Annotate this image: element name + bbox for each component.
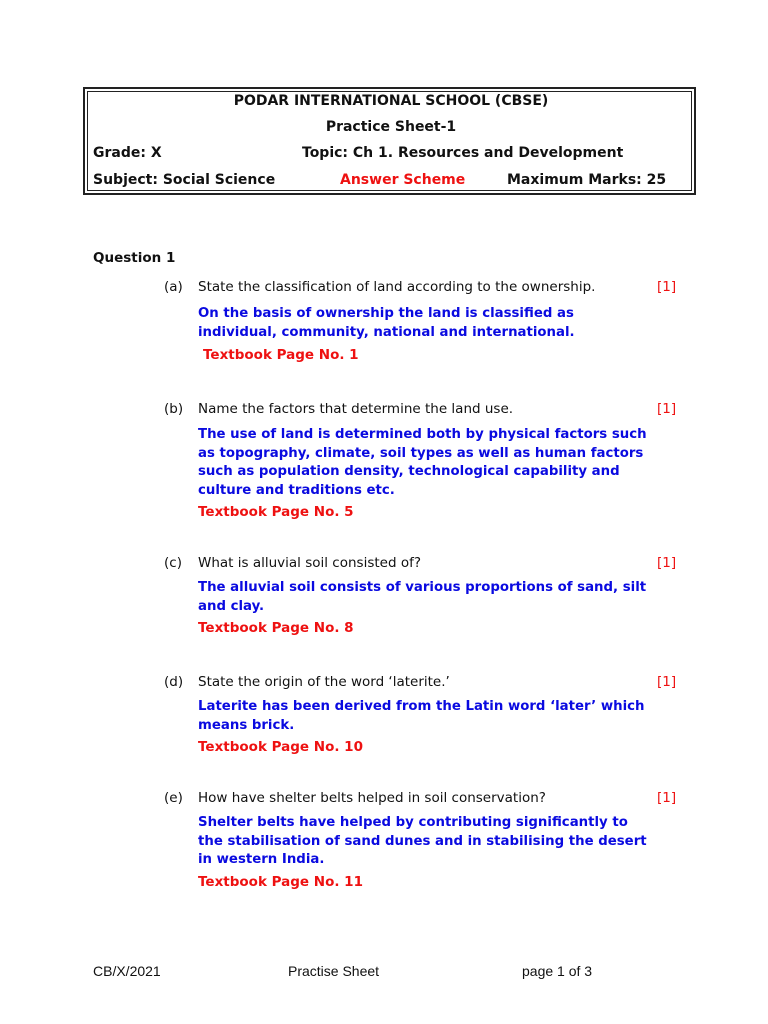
subject-label: Subject: Social Science [93,172,276,188]
part-label: (e) [164,790,183,806]
max-marks-label: Maximum Marks: 25 [507,172,667,188]
part-label: (b) [164,401,184,417]
school-name: PODAR INTERNATIONAL SCHOOL (CBSE) [233,93,549,109]
part-label: (a) [164,279,183,295]
sheet-title: Practice Sheet-1 [325,119,457,135]
footer-title: Practise Sheet [288,963,380,979]
answer-text: Shelter belts have helped by contributing significantly to the stabilisation of sand dunes and in stabilising the desert in western India. [198,815,647,867]
topic-label: Topic: Ch 1. Resources and Development [302,145,624,161]
part-label: (c) [164,555,182,571]
marks-badge: [1] [657,401,677,417]
textbook-reference: Textbook Page No. 10 [198,739,363,755]
textbook-reference: Textbook Page No. 1 [203,347,359,363]
question-text: How have shelter belts helped in soil conservation? [198,790,546,806]
textbook-reference: Textbook Page No. 5 [198,504,354,520]
question-text: State the classification of land according to the ownership. [198,279,596,295]
answer-text: The use of land is determined both by physical factors such as topography, climate, soil types as well as human factors such as population density, technological capability and culture and traditions etc. [198,427,647,498]
marks-badge: [1] [657,674,677,690]
answer-scheme-label: Answer Scheme [340,172,466,188]
part-label: (d) [164,674,184,690]
answer-text: On the basis of ownership the land is classified as individual, community, national and international. [198,306,575,340]
answer-text: The alluvial soil consists of various proportions of sand, silt and clay. [198,580,647,614]
question-text: Name the factors that determine the land use. [198,401,514,417]
textbook-reference: Textbook Page No. 8 [198,620,354,636]
answer-text: Laterite has been derived from the Latin word ‘later’ which means brick. [198,699,645,733]
marks-badge: [1] [657,279,677,295]
footer-code: CB/X/2021 [93,963,161,979]
question-text: What is alluvial soil consisted of? [198,555,422,571]
footer-page-number: page 1 of 3 [522,963,593,979]
question-text: State the origin of the word ‘laterite.’ [198,674,450,690]
question-title: Question 1 [93,250,176,266]
marks-badge: [1] [657,555,677,571]
grade-label: Grade: X [93,145,162,161]
marks-badge: [1] [657,790,677,806]
textbook-reference: Textbook Page No. 11 [198,874,363,890]
